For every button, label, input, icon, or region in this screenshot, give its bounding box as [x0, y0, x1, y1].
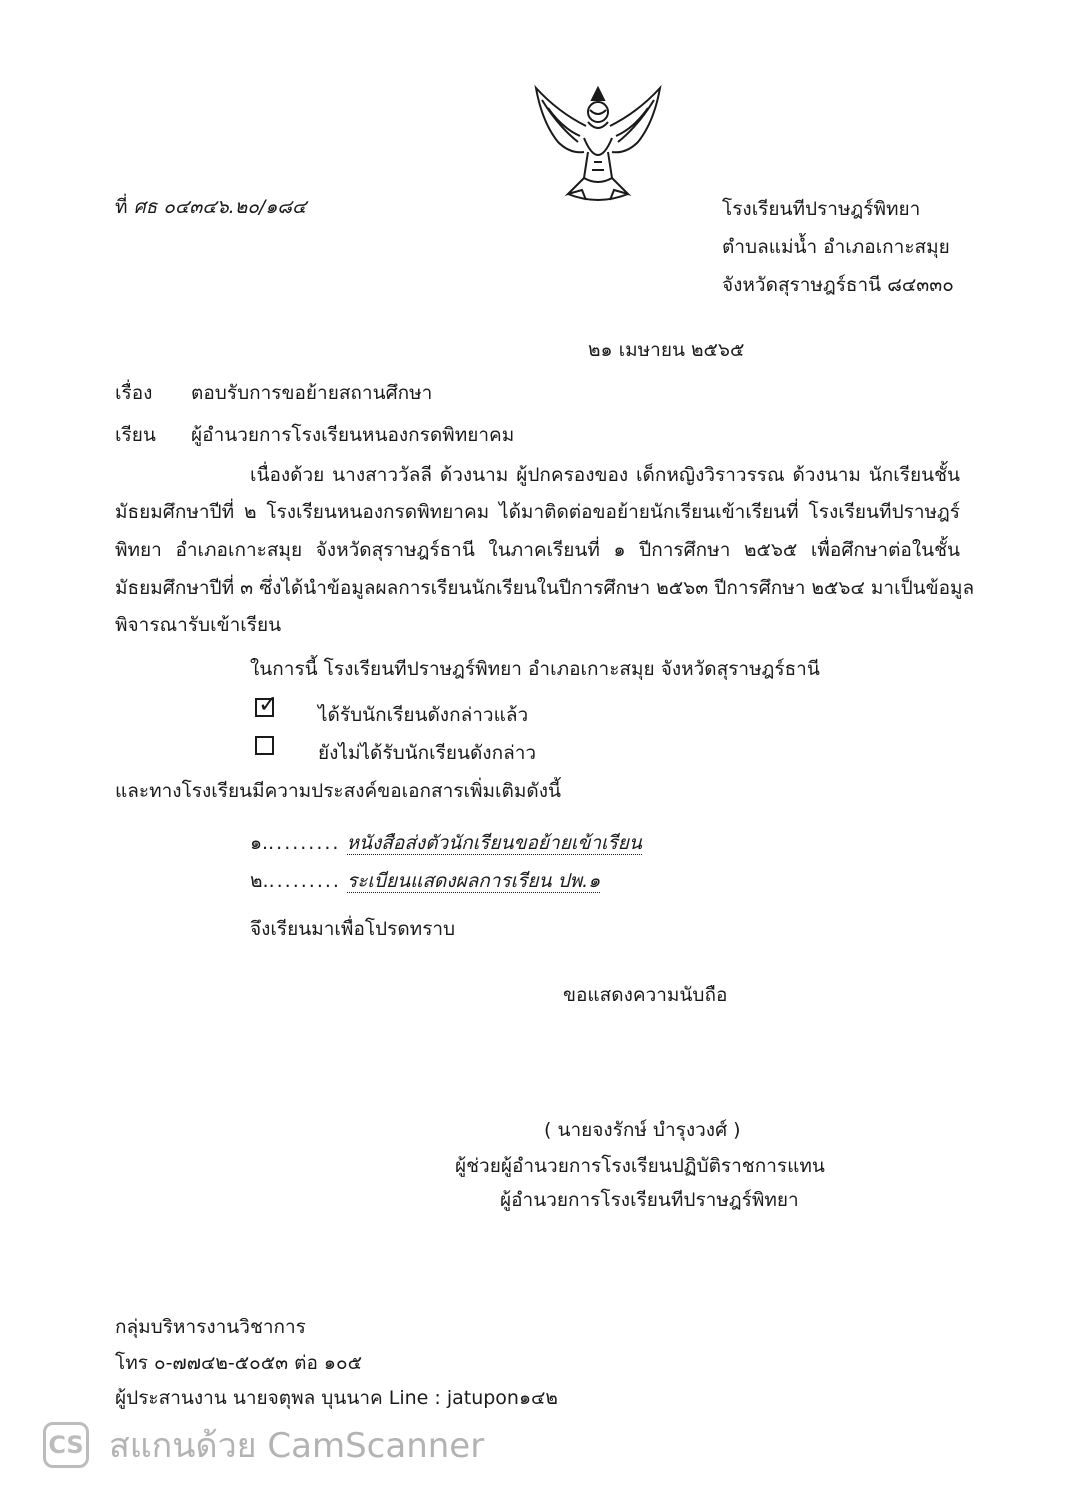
school-name: โรงเรียนทีปราษฎร์พิทยา: [722, 198, 921, 220]
footer-phone: โทร ๐-๗๗๔๒-๕๐๕๓ ต่อ ๑๐๕: [115, 1352, 362, 1374]
enclosure-text: ระเบียนแสดงผลการเรียน ปพ.๑: [346, 870, 601, 892]
recipient-label: เรียน: [115, 424, 156, 446]
check-mark-icon: ✓: [258, 690, 279, 718]
camscanner-text: สแกนด้วย CamScanner: [109, 1426, 485, 1466]
body-line-5: พิจารณารับเข้าเรียน: [115, 614, 282, 636]
school-province: จังหวัดสุราษฎร์ธานี ๘๔๓๓๐: [722, 274, 954, 296]
regards: ขอแสดงความนับถือ: [563, 984, 728, 1006]
footer-department: กลุ่มบริหารงานวิชาการ: [115, 1316, 306, 1338]
body-line-3: พิทยา อำเภอเกาะสมุย จังหวัดสุราษฎร์ธานี ในภาคเรียนที่ ๑ ปีการศึกษา ๒๕๖๕ เพื่อศึกษาต่อในชั้น: [115, 539, 960, 561]
footer-coordinator: ผู้ประสานงาน นายจตุพล บุนนาค Line : jatupon๑๔๒: [115, 1387, 558, 1409]
body-line-4: มัธยมศึกษาปีที่ ๓ ซึ่งได้นำข้อมูลผลการเรียนนักเรียนในปีการศึกษา ๒๕๖๓ ปีการศึกษา ๒๕๖๔ มาเป็นข้อมูล: [115, 577, 975, 599]
subject-row: [115, 378, 432, 408]
enclosure-number: ๒.: [250, 870, 269, 892]
option-checkbox-checked[interactable]: [255, 690, 279, 718]
enclosure-item-2: ๒.......... ระเบียนแสดงผลการเรียน ปพ.๑: [250, 870, 601, 892]
subject-text: ตอบรับการขอย้ายสถานศึกษา: [191, 382, 433, 404]
camscanner-watermark: [43, 1418, 484, 1472]
signer-name: ( นายจงรักษ์ บำรุงวงศ์ ): [544, 1119, 741, 1141]
body-line-1: เนื่องด้วย นางสาววัลลี ด้วงนาม ผู้ปกครองของ เด็กหญิงวิราวรรณ ด้วงนาม นักเรียนชั้น: [250, 464, 960, 486]
recipient-row: [115, 420, 514, 450]
option-label-not-received: ยังไม่ได้รับนักเรียนดังกล่าว: [318, 742, 537, 764]
enclosure-item-1: ๑.......... หนังสือส่งตัวนักเรียนขอย้ายเข้าเรียน: [250, 832, 642, 854]
camscanner-logo-icon: CS: [43, 1422, 89, 1468]
reference-code: ศธ ๐๔๓๔๖.๒๐/๑๘๔: [133, 196, 307, 218]
reference-prefix: ที่: [115, 196, 128, 218]
option-checkbox-unchecked[interactable]: [255, 736, 274, 755]
body-line-2: มัธยมศึกษาปีที่ ๒ โรงเรียนหนองกรดพิทยาคม ได้มาติดต่อขอย้ายนักเรียนเข้าเรียนที่ โรงเรียนทีปราษฎร์: [115, 501, 960, 523]
option-label-received: ได้รับนักเรียนดังกล่าวแล้ว: [318, 704, 529, 726]
garuda-emblem-icon: [528, 82, 668, 207]
signer-title-acting: ผู้ช่วยผู้อำนวยการโรงเรียนปฏิบัติราชการแทน: [455, 1155, 825, 1177]
request-line: และทางโรงเรียนมีความประสงค์ขอเอกสารเพิ่มเติมดังนี้: [115, 780, 562, 802]
subject-label: เรื่อง: [115, 382, 153, 404]
enclosure-number: ๑.: [250, 832, 269, 854]
signer-title-director: ผู้อำนวยการโรงเรียนทีปราษฎร์พิทยา: [500, 1189, 799, 1211]
enclosure-text: หนังสือส่งตัวนักเรียนขอย้ายเข้าเรียน: [346, 832, 642, 854]
school-subdistrict: ตำบลแม่น้ำ อำเภอเกาะสมุย: [722, 236, 950, 258]
closing-line: จึงเรียนมาเพื่อโปรดทราบ: [250, 918, 456, 940]
paragraph-2: ในการนี้ โรงเรียนทีปราษฎร์พิทยา อำเภอเกาะสมุย จังหวัดสุราษฎร์ธานี: [250, 658, 820, 680]
reference-number: [115, 192, 306, 222]
letter-date: ๒๑ เมษายน ๒๕๖๕: [588, 339, 745, 361]
recipient-text: ผู้อำนวยการโรงเรียนหนองกรดพิทยาคม: [191, 424, 515, 446]
